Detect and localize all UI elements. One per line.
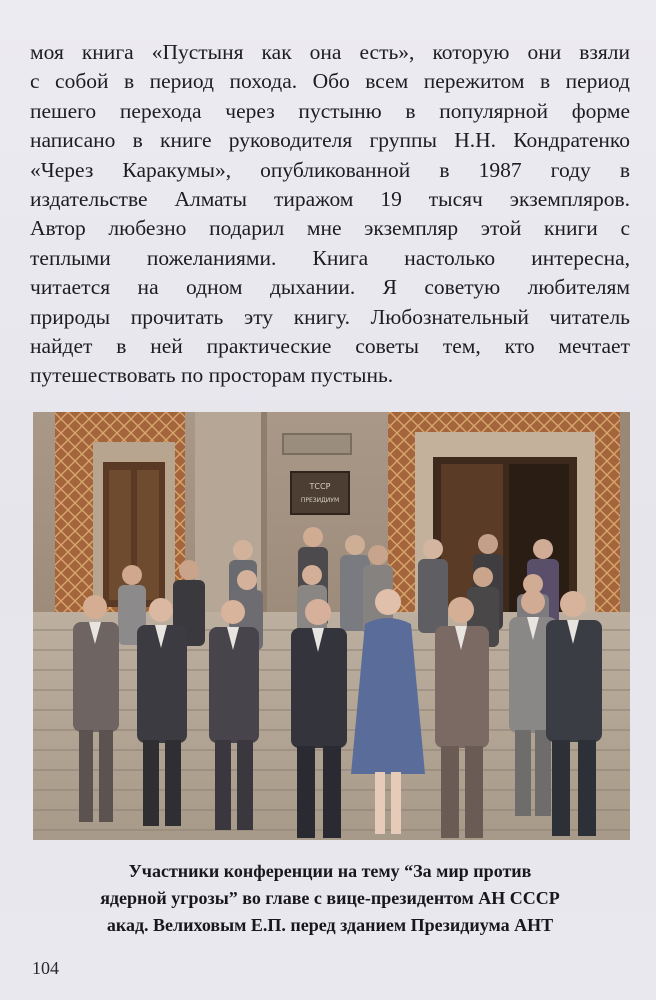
caption-line: ядерной угрозы” во главе с вице-президентом АН СССР [100,888,560,908]
group-photo [33,412,630,840]
body-line: моя книга «Пустыня как она есть», которую они взяли [30,40,630,64]
body-line: написано в книге руководителя группы Н.Н. Кондратенко [30,128,630,153]
plaque-text: ТССР [309,482,331,491]
photo-caption [40,858,620,939]
body-line: читается на одном дыхании. Я советую любителям [30,275,630,300]
caption-line: акад. Велиховым Е.П. перед зданием Президиума АНТ [106,915,554,935]
plaque-text: ПРЕЗИДИУМ [300,497,340,504]
page-number: 104 [32,958,59,978]
body-line: Автор любезно подарил мне экземпляр этой книги с [30,216,630,241]
body-line: теплыми пожеланиями. Книга настолько интересна, [30,245,630,270]
body-line: с собой в период похода. Обо всем пережитом в период [30,69,630,94]
body-line: природы прочитать эту книгу. Любознательный читатель [30,304,630,329]
body-line: «Через Каракумы», опубликованной в 1987 году в [30,157,630,182]
body-paragraph [30,38,630,391]
body-line: найдет в ней практические советы тем, кто мечтает [30,334,630,359]
body-line: пешего перехода через пустыню в популярной форме [30,98,630,123]
body-line: путешествовать по просторам пустынь. [30,363,394,388]
body-line: издательстве Алматы тиражом 19 тысяч экземпляров. [30,187,630,212]
caption-line: Участники конференции на тему “За мир против [128,861,532,881]
